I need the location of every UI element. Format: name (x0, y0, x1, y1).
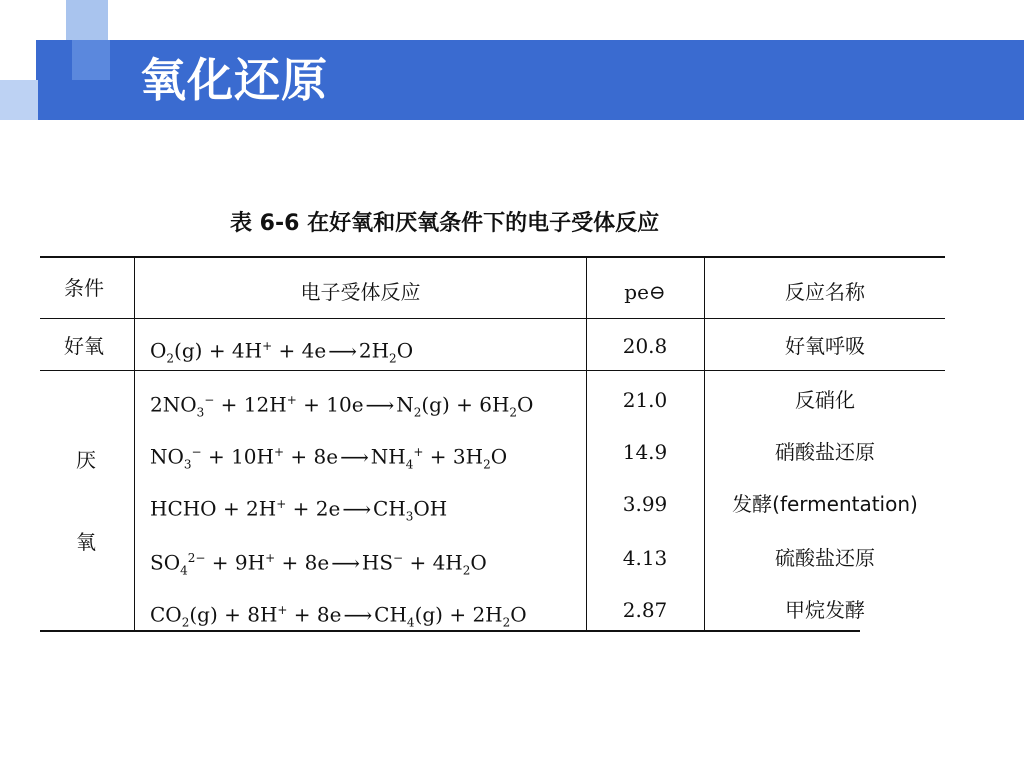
pe-value: 14.9 (622, 440, 668, 464)
condition-aerobic: 好氧 (64, 334, 104, 358)
condition-anaerobic: 氧 (76, 530, 96, 554)
reaction-nitrate-reduction: $NO_3^- + 10H^+ + 8e$ ⟶ $NH_4^+ + 3H_2O$ (150, 444, 508, 472)
reaction-denitrification: $2NO_3^- + 12H^+ + 10e$ ⟶ $N_2(g) + 6H_2O$ (150, 392, 534, 420)
table-caption: 表 6-6 在好氧和厌氧条件下的电子受体反应 (230, 211, 660, 236)
reaction-fermentation: HCHO + 2H+ + 2e ⟶ $CH_3OH$ (150, 496, 448, 524)
reaction-methane-fermentation: $CO_2(g) + 8H^+ + 8e$ ⟶ $CH_4(g) + 2H_2O$ (150, 602, 527, 630)
reaction-name: 甲烷发酵 (785, 598, 865, 622)
decor-square (66, 0, 108, 40)
pe-value: 2.87 (622, 598, 668, 622)
pe-value: 21.0 (622, 388, 668, 412)
table-top-rule (40, 256, 945, 258)
pe-value: 20.8 (622, 334, 668, 358)
decor-square (72, 40, 110, 80)
reaction-name: 反硝化 (795, 388, 855, 412)
pe-value: 4.13 (622, 546, 668, 570)
condition-anaerobic: 厌 (76, 448, 96, 472)
table-header-rule (40, 318, 945, 319)
table-col-divider (134, 256, 135, 630)
header-pe: pe⊖ (624, 280, 666, 304)
header-name: 反应名称 (785, 280, 865, 304)
slide-title: 氧化还原 (140, 53, 328, 107)
reaction-name: 硫酸盐还原 (775, 546, 875, 570)
reaction-name: 好氧呼吸 (785, 334, 865, 358)
reaction-aerobic: $O_2(g) + 4H^+ + 4e$ ⟶ $2H_2O$ (150, 338, 414, 366)
header-reaction: 电子受体反应 (300, 280, 421, 304)
reaction-name: 硝酸盐还原 (775, 440, 875, 464)
pe-value: 3.99 (622, 492, 668, 516)
reaction-sulfate-reduction: $SO_4^{2-} + 9H^+ + 8e$ ⟶ $HS^- + 4H_2O$ (150, 550, 487, 578)
reaction-name: 发酵(fermentation) (732, 492, 918, 516)
decor-square (0, 80, 38, 120)
header-condition: 条件 (64, 276, 104, 300)
